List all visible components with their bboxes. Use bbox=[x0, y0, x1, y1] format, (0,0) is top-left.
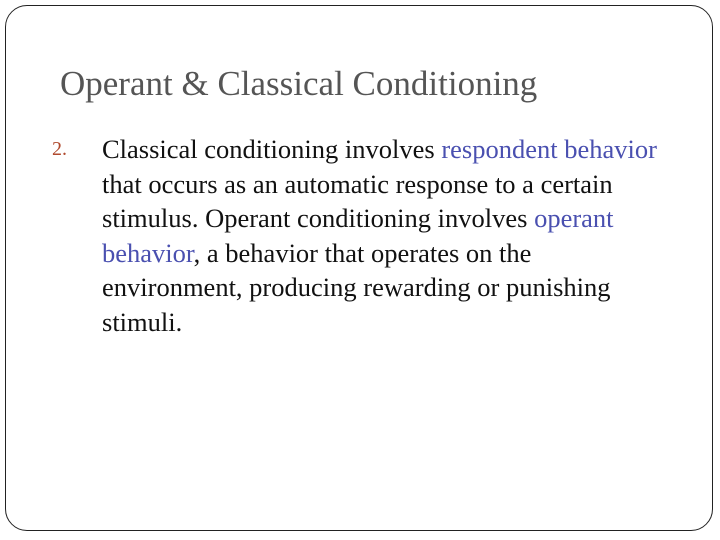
list-item bbox=[52, 132, 662, 339]
term-respondent-behavior: respondent behavior bbox=[441, 134, 657, 164]
list-item-number: 2. bbox=[52, 138, 67, 160]
text-segment-1: Classical conditioning involves bbox=[102, 134, 442, 164]
slide-title: Operant & Classical Conditioning bbox=[60, 64, 538, 103]
term-operant-behavior: operant behavior bbox=[102, 203, 614, 268]
body-list bbox=[52, 132, 662, 339]
list-item-text bbox=[102, 132, 662, 339]
text-segment-3: , a behavior that operates on the environment, producing rewarding or punishing stimuli. bbox=[102, 237, 611, 337]
text-segment-2: that occurs as an automatic response to a certain stimulus. Operant conditioning involves bbox=[102, 168, 613, 233]
